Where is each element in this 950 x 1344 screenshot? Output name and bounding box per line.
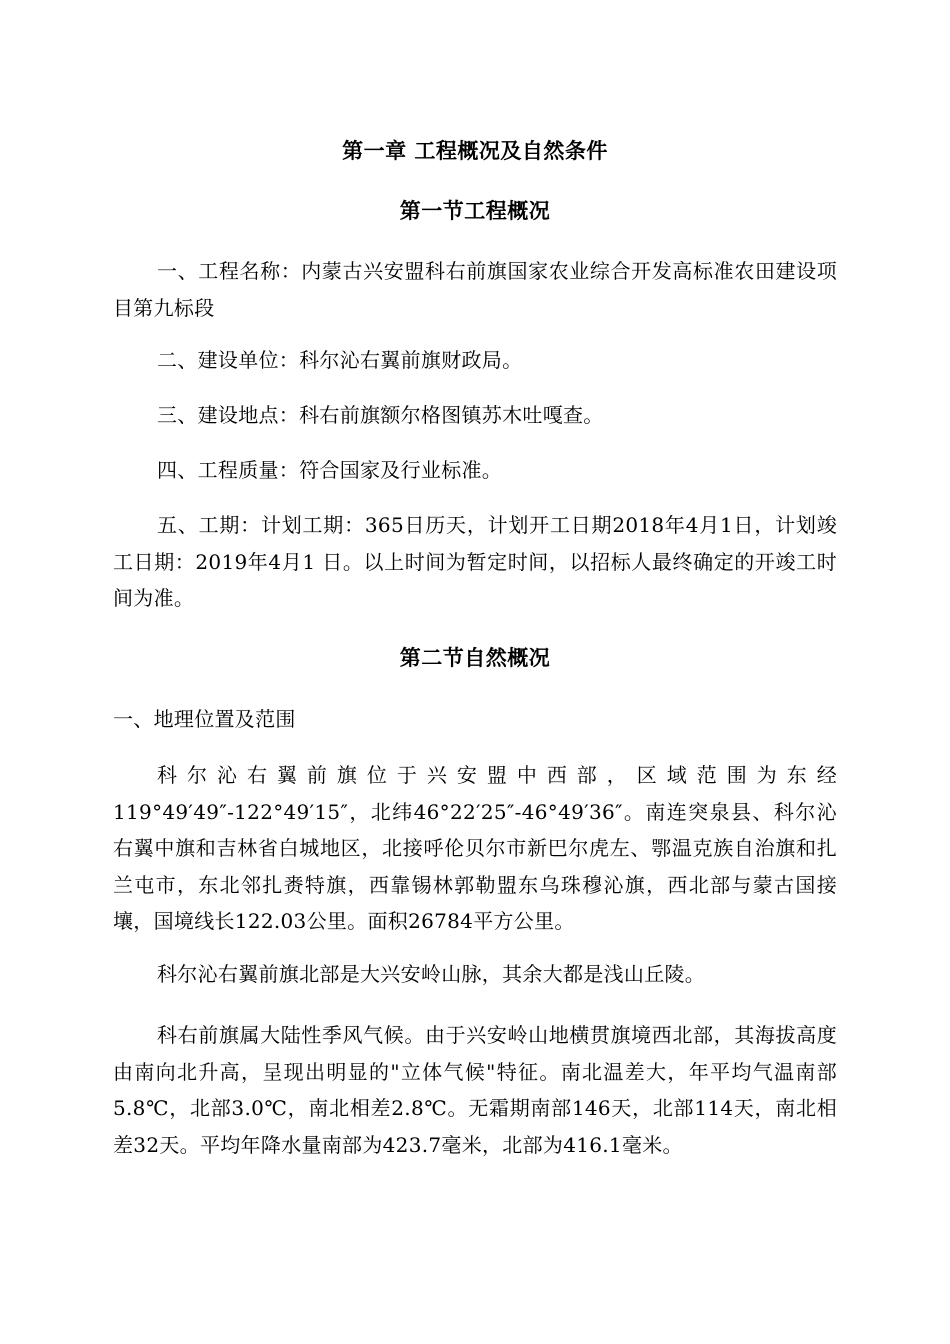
- construction-site-item: 三、建设地点：科右前旗额尔格图镇苏木吐嘎查。: [157, 403, 604, 427]
- construction-period-item: 五、工期：计划工期：365日历天，计划开工日期2018年4月1日，计划竣工日期：2019年4月1 日。以上时间为暂定时间，以招标人最终确定的开竣工时间为准。: [113, 513, 837, 610]
- construction-unit-item: 二、建设单位：科尔沁右翼前旗财政局。: [157, 348, 523, 372]
- geography-subheading: 一、地理位置及范围: [113, 707, 296, 731]
- terrain-paragraph: 科尔沁右翼前旗北部是大兴安岭山脉，其余大都是浅山丘陵。: [157, 962, 706, 986]
- section-title-overview: 第一节工程概况: [399, 198, 551, 223]
- project-quality-item: 四、工程质量：符合国家及行业标准。: [157, 458, 503, 482]
- climate-paragraph: 科右前旗属大陆性季风气候。由于兴安岭山地横贯旗境西北部，其海拔高度由南向北升高，呈现出明显的"立体气候"特征。南北温差大，年平均气温南部5.8℃，北部3.0℃，南北相差2.8℃。无霜期南部146天，北部114天，南北相差32天。平均年降水量南部为423.7毫米，北部为416.1毫米。: [113, 1023, 837, 1157]
- chapter-title: 第一章 工程概况及自然条件: [342, 138, 608, 163]
- location-paragraph: 科尔沁右翼前旗位于兴安盟中西部，区域范围为东经119°49′49″-122°49′15″，北纬46°22′25″-46°49′36″。南连突泉县、科尔沁右翼中旗和吉林省白城地区，北接呼伦贝尔市新巴尔虎左、鄂温克族自治旗和扎兰屯市，东北邻扎赉特旗，西靠锡林郭勒盟东乌珠穆沁旗，西北部与蒙古国接壤，国境线长122.03公里。面积26784平方公里。: [113, 763, 837, 933]
- section-title-natural: 第二节自然概况: [399, 645, 551, 670]
- project-name-item: 一、工程名称：内蒙古兴安盟科右前旗国家农业综合开发高标准农田建设项目第九标段: [113, 259, 837, 320]
